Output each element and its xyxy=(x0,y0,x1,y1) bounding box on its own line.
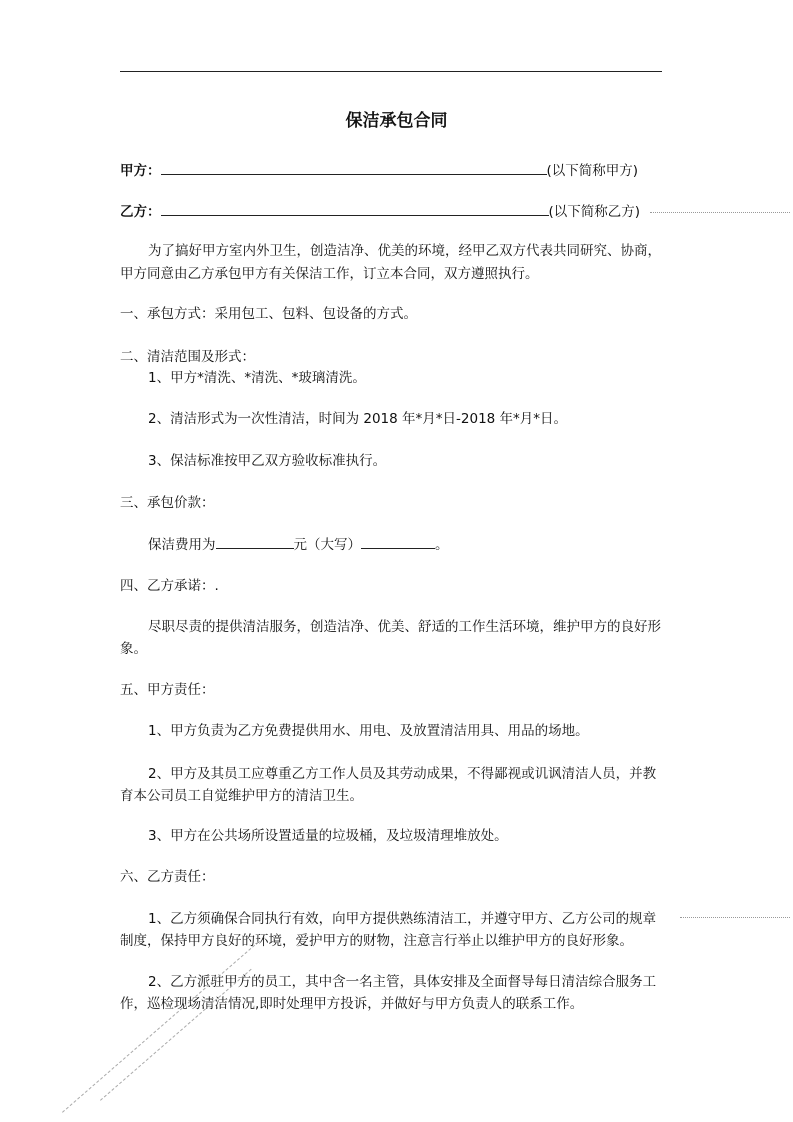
margin-dotted-line-2 xyxy=(680,917,790,918)
fee-prefix: 保洁费用为 xyxy=(148,537,216,553)
margin-dotted-line xyxy=(650,212,790,213)
party-a-blank xyxy=(161,161,547,175)
header-rule xyxy=(120,71,662,72)
fee-end: 。 xyxy=(435,537,449,553)
party-a-suffix: (以下简称甲方) xyxy=(546,163,639,179)
party-b-blank xyxy=(161,202,549,216)
section-6-item-2-line-2: 作，巡检现场清洁情况,即时处理甲方投诉，并做好与甲方负责人的联系工作。 xyxy=(120,996,584,1012)
section-4-heading: 四、乙方承诺：. xyxy=(120,578,219,594)
diagonal-guide-line-1 xyxy=(62,941,259,1112)
section-5-heading: 五、甲方责任： xyxy=(120,682,215,698)
section-2-heading: 二、清洁范围及形式： xyxy=(120,349,255,365)
section-6-item-2-line-1: 2、乙方派驻甲方的员工，其中含一名主管，具体安排及全面督导每日清洁综合服务工 xyxy=(148,974,657,990)
section-5-item-3: 3、甲方在公共场所设置适量的垃圾桶，及垃圾清理堆放处。 xyxy=(148,828,508,844)
fee-amount-blank xyxy=(216,535,294,549)
section-6-item-1-line-2: 制度，保持甲方良好的环境，爱护甲方的财物，注意言行举止以维护甲方的良好形象。 xyxy=(120,933,633,949)
section-2-item-3: 3、保洁标准按甲乙双方验收标准执行。 xyxy=(148,453,387,469)
fee-line xyxy=(148,535,449,554)
party-b-suffix: (以下简称乙方) xyxy=(548,204,641,220)
section-4-text-1: 尽职尽责的提供清洁服务，创造洁净、优美、舒适的工作生活环境，维护甲方的良好形 xyxy=(148,619,661,635)
party-b-line xyxy=(120,202,640,221)
section-5-item-2-line-1: 2、甲方及其员工应尊重乙方工作人员及其劳动成果，不得鄙视或讥讽清洁人员，并教 xyxy=(148,766,657,782)
intro-line-1: 为了搞好甲方室内外卫生，创造洁净、优美的环境，经甲乙双方代表共同研究、协商， xyxy=(148,243,661,259)
section-5-item-1: 1、甲方负责为乙方免费提供用水、用电、及放置清洁用具、用品的场地。 xyxy=(148,723,589,739)
document-title: 保洁承包合同 xyxy=(345,111,448,131)
fee-capital-blank xyxy=(361,535,435,549)
fee-mid: 元（大写） xyxy=(293,537,361,553)
section-6-item-1-line-1: 1、乙方须确保合同执行有效，向甲方提供熟练清洁工，并遵守甲方、乙方公司的规章 xyxy=(148,911,657,927)
intro-line-2: 甲方同意由乙方承包甲方有关保洁工作，订立本合同，双方遵照执行。 xyxy=(120,266,539,282)
section-1: 一、承包方式：采用包工、包料、包设备的方式。 xyxy=(120,306,417,322)
section-2-item-2: 2、清洁形式为一次性清洁，时间为 2018 年*月*日-2018 年*月*日。 xyxy=(148,411,568,427)
section-6-heading: 六、乙方责任： xyxy=(120,869,215,885)
party-a-label: 甲方： xyxy=(120,163,161,179)
party-b-label: 乙方： xyxy=(120,204,161,220)
party-a-line xyxy=(120,161,638,180)
section-5-item-2-line-2: 育本公司员工自觉维护甲方的清洁卫生。 xyxy=(120,788,363,804)
section-2-item-1: 1、甲方*清洗、*清洗、*玻璃清洗。 xyxy=(148,370,366,386)
section-4-text-2: 象。 xyxy=(120,641,147,657)
section-3-heading: 三、承包价款： xyxy=(120,495,215,511)
